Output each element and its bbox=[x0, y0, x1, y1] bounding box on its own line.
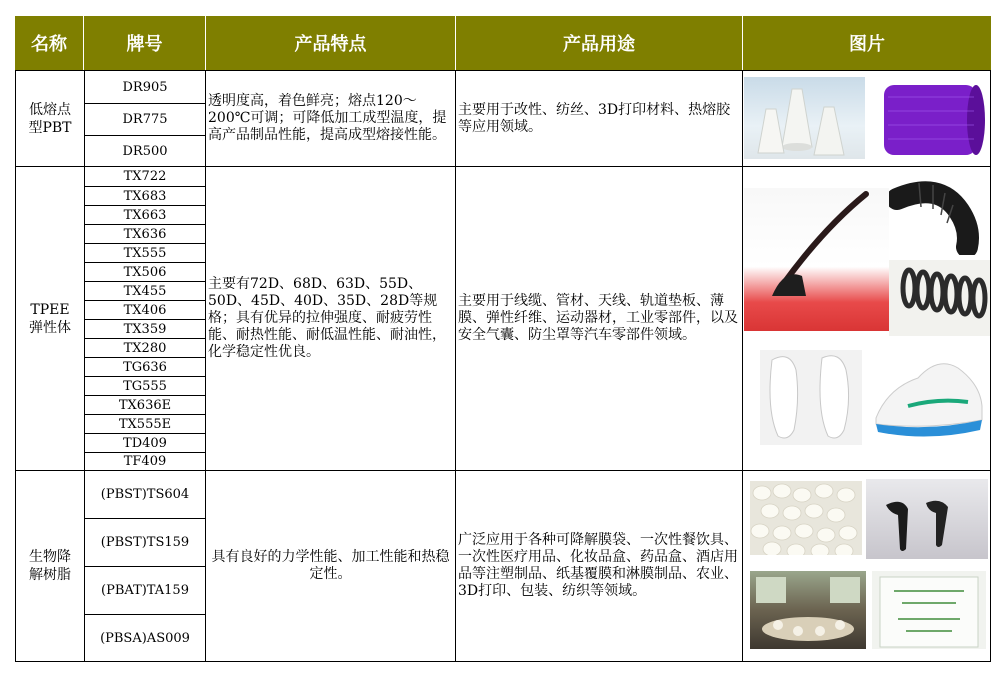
brand-cell: TX506 bbox=[123, 264, 167, 280]
brand-list-tpee bbox=[84, 167, 206, 470]
brand-cell: TG555 bbox=[123, 378, 167, 394]
brand-cell: TX636 bbox=[123, 226, 167, 242]
brand-cell: TX683 bbox=[123, 188, 167, 204]
brand-cell: DR905 bbox=[122, 79, 168, 95]
yarn-spools-image bbox=[744, 77, 865, 159]
brand-cell: TX555E bbox=[118, 416, 172, 432]
shoe-insole-image bbox=[760, 350, 862, 445]
brand-cell: TX359 bbox=[123, 321, 167, 337]
brand-cell: TX555 bbox=[123, 245, 167, 261]
coiled-cable-image bbox=[889, 260, 990, 336]
restaurant-image bbox=[750, 571, 866, 649]
cutlery-image bbox=[866, 479, 988, 559]
brand-cell: TX663 bbox=[123, 207, 167, 223]
brand-cell: TX406 bbox=[123, 302, 167, 318]
brand-cell: TX722 bbox=[123, 169, 167, 184]
brand-cell: TF409 bbox=[123, 454, 167, 469]
product-name-tpee: TPEE 弹性体 bbox=[29, 301, 71, 336]
brand-cell: TG636 bbox=[123, 359, 167, 375]
uses-text: 主要用于改性、纺丝、3D打印材料、热熔胶等应用领域。 bbox=[458, 101, 731, 135]
black-bellows-hose-image bbox=[889, 171, 990, 255]
running-shoe-image bbox=[868, 348, 990, 448]
header-features: 产品特点 bbox=[206, 16, 456, 70]
brand-cell: DR500 bbox=[122, 143, 168, 159]
brand-cell: TX455 bbox=[123, 283, 167, 299]
resin-pellets-image bbox=[750, 481, 862, 555]
plastic-bag-image bbox=[872, 571, 986, 649]
features-text: 透明度高，着色鲜亮；熔点120～200℃可调；可降低加工成型温度，提高产品制品性能，提高成型熔接性能。 bbox=[208, 93, 447, 143]
features-text: 具有良好的力学性能、加工性能和热稳定性。 bbox=[211, 549, 450, 582]
product-name-bio: 生物降 解树脂 bbox=[29, 549, 71, 583]
header-name: 名称 bbox=[15, 16, 84, 70]
brand-cell: (PBAT)TA159 bbox=[101, 583, 189, 598]
header-uses: 产品用途 bbox=[456, 16, 743, 70]
features-text: 主要有72D、68D、63D、55D、50D、45D、40D、35D、28D等规格；具有优异的拉伸强度、耐疲劳性能、耐热性能、耐低温性能、耐油性，化学稳定性优良。 bbox=[208, 276, 446, 360]
car-antenna-image bbox=[744, 188, 889, 331]
brand-cell: (PBST)TS604 bbox=[100, 487, 190, 502]
uses-text: 主要用于线缆、管材、天线、轨道垫板、薄膜、弹性纤维、运动器材，工业零部件，以及安全气囊、防尘罩等汽车零部件领域。 bbox=[458, 293, 738, 343]
header-images: 图片 bbox=[743, 16, 991, 70]
brand-cell: (PBST)TS159 bbox=[100, 535, 190, 550]
brand-cell: TX636E bbox=[118, 397, 172, 413]
brand-cell: TD409 bbox=[123, 435, 167, 451]
header-brand: 牌号 bbox=[84, 16, 206, 70]
product-name-pbt: 低熔点 型PBT bbox=[28, 101, 72, 136]
brand-cell: DR775 bbox=[122, 112, 168, 127]
purple-yarn-image bbox=[878, 77, 990, 161]
brand-cell: (PBSA)AS009 bbox=[100, 630, 190, 646]
brand-cell: TX280 bbox=[123, 340, 167, 356]
uses-text: 广泛应用于各种可降解膜袋、一次性餐饮具、一次性医疗用品、化妆品盒、药品盒、酒店用品等注塑制品、纸基覆膜和淋膜制品、农业、3D打印、包装、纺织等领域。 bbox=[458, 532, 738, 599]
